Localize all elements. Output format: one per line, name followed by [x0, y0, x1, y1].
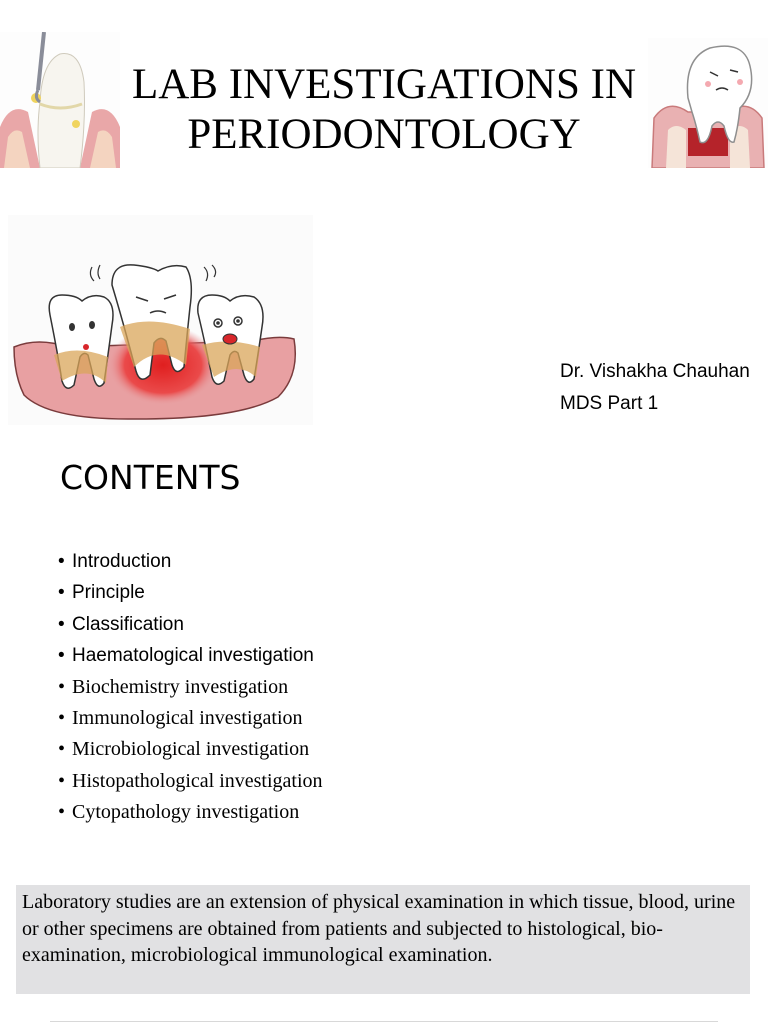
author-block [560, 356, 750, 420]
contents-list [58, 546, 323, 829]
list-item: • Histopathological investigation [58, 769, 323, 792]
list-item: • Microbiological investigation [58, 738, 310, 761]
list-item: • Principle [58, 582, 145, 604]
contents-heading: CONTENTS [60, 458, 241, 497]
list-item: • Immunological investigation [58, 707, 303, 730]
inflamed-gum-teeth-illustration [8, 215, 313, 425]
author-name: Dr. Vishakha Chauhan [560, 361, 750, 382]
definition-box: Laboratory studies are an extension of physical examination in which tissue, blood, urine or other specimens are obtained from patients and subjected to histological, bio-examination, microbiological immunological examination. [16, 885, 750, 994]
title-line-1: LAB INVESTIGATIONS IN [131, 61, 636, 108]
author-role: MDS Part 1 [560, 393, 659, 414]
title-line-2: PERIODONTOLOGY [187, 111, 581, 158]
page-title [0, 60, 768, 160]
list-item: • Biochemistry investigation [58, 675, 289, 698]
list-item: • Cytopathology investigation [58, 801, 300, 824]
list-item: • Classification [58, 613, 184, 635]
divider [50, 1021, 718, 1022]
list-item: • Introduction [58, 551, 172, 572]
list-item: • Haematological investigation [58, 645, 314, 667]
